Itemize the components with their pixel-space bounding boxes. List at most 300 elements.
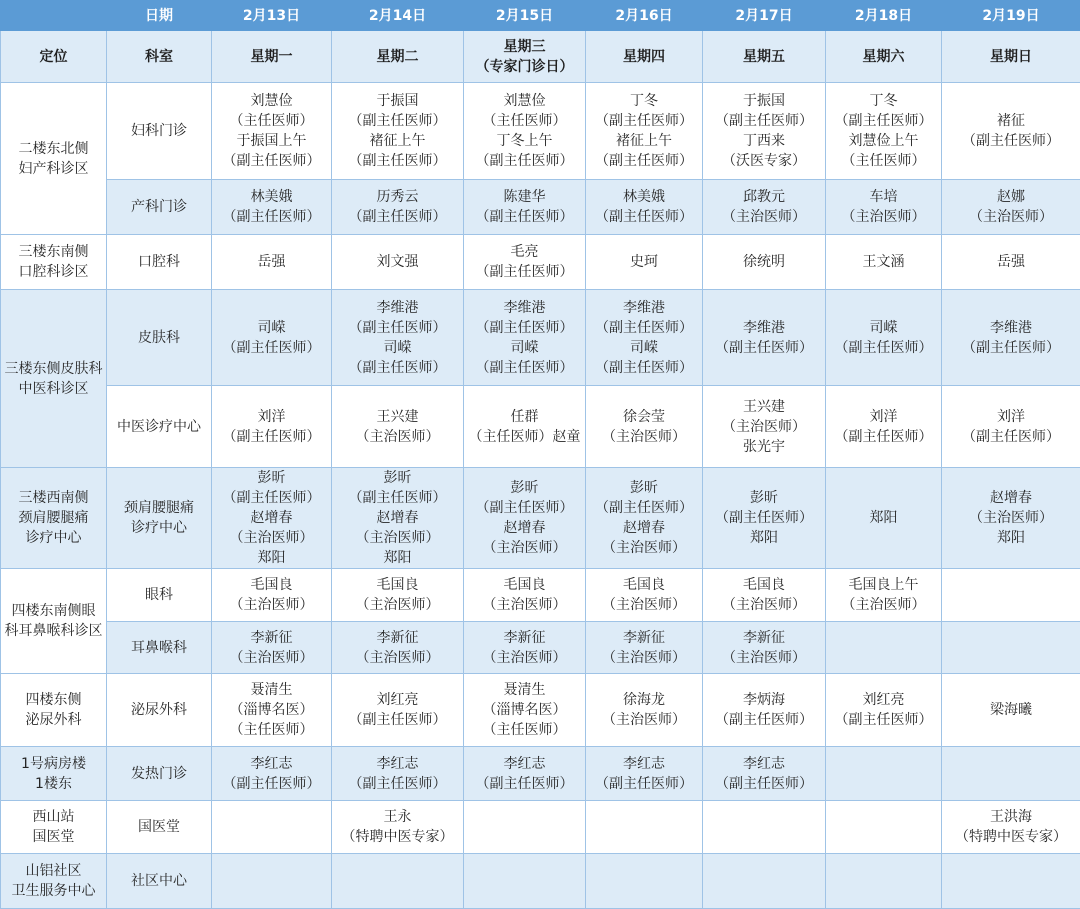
doctor-schedule-cell-line: 林美娥	[588, 187, 700, 207]
doctor-schedule-cell-line: （主治医师）	[828, 595, 939, 615]
doctor-schedule-cell-line: 徐会莹	[588, 407, 700, 427]
doctor-schedule-cell	[332, 569, 464, 622]
doctor-schedule-cell	[212, 180, 332, 235]
doctor-schedule-cell-line: 王兴建	[334, 407, 461, 427]
doctor-schedule-cell-line: （主治医师）	[588, 538, 700, 558]
doctor-schedule-cell-line: （主治医师）	[588, 595, 700, 615]
doctor-schedule-cell-line: 李维港	[466, 298, 583, 318]
doctor-schedule-cell-line: 徐统明	[705, 252, 823, 272]
doctor-schedule-cell-line: （副主任医师）	[705, 710, 823, 730]
department-name-cell-line: 发热门诊	[109, 764, 209, 784]
location-cell	[1, 235, 107, 290]
doctor-schedule-cell-line: 彭昕	[334, 468, 461, 488]
doctor-schedule-cell-line: （主治医师）	[466, 538, 583, 558]
doctor-schedule-cell	[586, 468, 703, 569]
doctor-schedule-cell	[332, 674, 464, 747]
doctor-schedule-cell-line: 李红志	[466, 754, 583, 774]
location-cell-line: 1楼东	[3, 774, 104, 794]
doctor-schedule-cell-line: 李红志	[334, 754, 461, 774]
doctor-schedule-cell-line: 毛国良	[466, 575, 583, 595]
location-cell	[1, 290, 107, 468]
doctor-schedule-cell-line: 彭昕	[588, 478, 700, 498]
doctor-schedule-cell	[703, 180, 826, 235]
doctor-schedule-cell-line: （副主任医师）	[214, 207, 329, 227]
doctor-schedule-cell-line: 于振国上午	[214, 131, 329, 151]
doctor-schedule-cell-line: 车培	[828, 187, 939, 207]
doctor-schedule-cell-line: 司嵘	[334, 338, 461, 358]
doctor-schedule-cell-line: （副主任医师）	[828, 427, 939, 447]
doctor-schedule-cell-line: （淄博名医）	[214, 700, 329, 720]
department-row	[1, 747, 1080, 801]
doctor-schedule-cell-line: 司嵘	[588, 338, 700, 358]
schedule-body	[1, 1, 1080, 909]
doctor-schedule-cell-line: 司嵘	[466, 338, 583, 358]
doctor-schedule-cell-line: 刘红亮	[828, 690, 939, 710]
doctor-schedule-cell	[586, 235, 703, 290]
doctor-schedule-cell	[703, 386, 826, 468]
doctor-schedule-cell-line: 赵增春	[944, 488, 1078, 508]
doctor-schedule-cell-line: 邱教元	[705, 187, 823, 207]
doctor-schedule-cell-line: （副主任医师）	[466, 498, 583, 518]
doctor-schedule-cell-line: 任群	[466, 407, 583, 427]
doctor-schedule-cell	[464, 569, 586, 622]
doctor-schedule-cell	[826, 622, 942, 674]
doctor-schedule-cell-line: （副主任医师）	[588, 318, 700, 338]
doctor-schedule-cell	[586, 854, 703, 909]
doctor-schedule-cell	[332, 801, 464, 854]
doctor-schedule-cell-line: （副主任医师）	[588, 498, 700, 518]
doctor-schedule-cell-line: （副主任医师）	[334, 774, 461, 794]
doctor-schedule-cell-line: （副主任医师）	[466, 207, 583, 227]
doctor-schedule-cell-line: 赵增春	[214, 508, 329, 528]
date-label: 日期	[107, 1, 212, 31]
doctor-schedule-cell-line: （副主任医师）	[944, 338, 1078, 358]
doctor-schedule-cell	[332, 747, 464, 801]
doctor-schedule-cell	[703, 622, 826, 674]
doctor-schedule-cell	[212, 674, 332, 747]
doctor-schedule-cell-line: （主治医师）	[334, 595, 461, 615]
doctor-schedule-cell	[826, 290, 942, 386]
doctor-schedule-cell	[942, 854, 1080, 909]
doctor-schedule-cell	[942, 290, 1080, 386]
doctor-schedule-cell-line: 郑阳	[214, 548, 329, 568]
doctor-schedule-cell-line: （副主任医师）	[466, 262, 583, 282]
weekday-cell-line: 星期六	[828, 47, 939, 67]
doctor-schedule-cell	[586, 83, 703, 180]
doctor-schedule-cell-line: 李新征	[588, 628, 700, 648]
doctor-schedule-cell	[703, 468, 826, 569]
weekday-cell-line: 星期一	[214, 47, 329, 67]
doctor-schedule-cell-line: （主治医师）	[705, 417, 823, 437]
doctor-schedule-cell	[332, 180, 464, 235]
doctor-schedule-cell	[212, 747, 332, 801]
doctor-schedule-cell-line: （主治医师）	[588, 648, 700, 668]
location-cell	[1, 747, 107, 801]
doctor-schedule-cell	[703, 290, 826, 386]
doctor-schedule-cell-line: （副主任医师）	[828, 111, 939, 131]
doctor-schedule-cell-line: （副主任医师）	[334, 207, 461, 227]
doctor-schedule-cell	[586, 622, 703, 674]
weekday-cell-line: （专家门诊日）	[466, 57, 583, 77]
location-cell-line: 三楼东侧皮肤科	[3, 359, 104, 379]
doctor-schedule-cell-line: 于振国	[705, 91, 823, 111]
doctor-schedule-cell	[332, 235, 464, 290]
doctor-schedule-cell	[826, 674, 942, 747]
doctor-schedule-cell	[826, 180, 942, 235]
doctor-schedule-cell-line: 李新征	[334, 628, 461, 648]
location-cell-line: 三楼西南侧	[3, 488, 104, 508]
doctor-schedule-cell	[464, 622, 586, 674]
doctor-schedule-cell-line: 彭昕	[466, 478, 583, 498]
doctor-schedule-cell-line: （副主任医师）	[466, 358, 583, 378]
date-cell: 2月18日	[826, 1, 942, 31]
doctor-schedule-cell-line: （主治医师）	[334, 427, 461, 447]
doctor-schedule-cell	[332, 622, 464, 674]
doctor-schedule-cell	[212, 622, 332, 674]
doctor-schedule-cell	[212, 83, 332, 180]
doctor-schedule-cell-line: 刘慧俭	[214, 91, 329, 111]
department-name-cell-line: 诊疗中心	[109, 518, 209, 538]
doctor-schedule-cell-line: 史珂	[588, 252, 700, 272]
doctor-schedule-cell	[826, 386, 942, 468]
doctor-schedule-cell-line: 丁冬	[588, 91, 700, 111]
doctor-schedule-cell-line: 司嵘	[828, 318, 939, 338]
doctor-schedule-cell-line: （副主任医师）	[466, 774, 583, 794]
doctor-schedule-cell	[586, 801, 703, 854]
doctor-schedule-cell-line: 岳强	[944, 252, 1078, 272]
department-row	[1, 674, 1080, 747]
doctor-schedule-cell-line: （主治医师）	[334, 648, 461, 668]
location-cell-line: 科耳鼻喉科诊区	[3, 621, 104, 641]
doctor-schedule-cell-line: 于振国	[334, 91, 461, 111]
department-name-cell-line: 国医堂	[109, 817, 209, 837]
doctor-schedule-cell-line: （主治医师）	[466, 648, 583, 668]
doctor-schedule-cell	[586, 386, 703, 468]
date-header-row	[1, 1, 1080, 31]
doctor-schedule-cell-line: （副主任医师）	[588, 207, 700, 227]
doctor-schedule-cell-line: 刘洋	[214, 407, 329, 427]
doctor-schedule-cell-line: （淄博名医）	[466, 700, 583, 720]
location-column-header: 定位	[1, 31, 107, 83]
department-row	[1, 83, 1080, 180]
location-cell	[1, 854, 107, 909]
doctor-schedule-cell-line: （副主任医师）	[334, 488, 461, 508]
doctor-schedule-cell-line: （主治医师）	[214, 595, 329, 615]
location-cell-line: 诊疗中心	[3, 528, 104, 548]
doctor-schedule-cell	[703, 235, 826, 290]
doctor-schedule-cell-line: （副主任医师）	[334, 318, 461, 338]
date-cell: 2月17日	[703, 1, 826, 31]
doctor-schedule-cell-line: 李新征	[466, 628, 583, 648]
doctor-schedule-cell-line: 陈建华	[466, 187, 583, 207]
doctor-schedule-cell	[826, 83, 942, 180]
doctor-schedule-cell-line: （主治医师）	[944, 207, 1078, 227]
department-row	[1, 854, 1080, 909]
doctor-schedule-cell	[942, 801, 1080, 854]
doctor-schedule-cell	[464, 235, 586, 290]
doctor-schedule-cell-line: 徐海龙	[588, 690, 700, 710]
doctor-schedule-cell	[212, 386, 332, 468]
location-cell	[1, 468, 107, 569]
doctor-schedule-cell-line: 郑阳	[828, 508, 939, 528]
doctor-schedule-cell-line: 李红志	[214, 754, 329, 774]
doctor-schedule-cell	[464, 801, 586, 854]
doctor-schedule-cell-line: （副主任医师）	[705, 508, 823, 528]
location-cell	[1, 83, 107, 235]
doctor-schedule-cell-line: （副主任医师）	[214, 488, 329, 508]
doctor-schedule-cell-line: 赵增春	[588, 518, 700, 538]
doctor-schedule-cell	[212, 801, 332, 854]
doctor-schedule-cell	[332, 468, 464, 569]
doctor-schedule-cell-line: 李红志	[588, 754, 700, 774]
doctor-schedule-cell-line: 张光宇	[705, 437, 823, 457]
doctor-schedule-cell-line: 彭昕	[214, 468, 329, 488]
weekday-cell	[332, 31, 464, 83]
department-name-cell-line: 口腔科	[109, 252, 209, 272]
doctor-schedule-cell-line: 刘红亮	[334, 690, 461, 710]
doctor-schedule-cell	[464, 747, 586, 801]
doctor-schedule-cell	[703, 83, 826, 180]
weekday-cell-line: 星期二	[334, 47, 461, 67]
doctor-schedule-cell-line: 李炳海	[705, 690, 823, 710]
doctor-schedule-cell-line: 丁西来	[705, 131, 823, 151]
date-cell: 2月13日	[212, 1, 332, 31]
doctor-schedule-cell-line: （主任医师）	[466, 720, 583, 740]
department-name-cell	[107, 290, 212, 386]
doctor-schedule-cell-line: 李新征	[705, 628, 823, 648]
doctor-schedule-cell	[703, 569, 826, 622]
department-row	[1, 386, 1080, 468]
doctor-schedule-cell-line: 赵增春	[334, 508, 461, 528]
department-name-cell-line: 泌尿外科	[109, 700, 209, 720]
location-cell-line: 二楼东北侧	[3, 139, 104, 159]
department-row	[1, 468, 1080, 569]
doctor-schedule-cell	[464, 674, 586, 747]
doctor-schedule-cell-line: （副主任医师）	[214, 338, 329, 358]
weekday-cell-line: 星期四	[588, 47, 700, 67]
doctor-schedule-cell-line: （沃医专家）	[705, 151, 823, 171]
doctor-schedule-cell	[942, 622, 1080, 674]
doctor-schedule-cell	[586, 290, 703, 386]
location-cell	[1, 674, 107, 747]
department-name-cell	[107, 801, 212, 854]
date-cell: 2月16日	[586, 1, 703, 31]
doctor-schedule-cell-line: （副主任医师）	[588, 111, 700, 131]
location-cell-line: 泌尿外科	[3, 710, 104, 730]
doctor-schedule-cell	[464, 83, 586, 180]
doctor-schedule-cell-line: 司嵘	[214, 318, 329, 338]
doctor-schedule-cell-line: （副主任医师）	[334, 358, 461, 378]
location-cell-line: 口腔科诊区	[3, 262, 104, 282]
doctor-schedule-cell-line: 王兴建	[705, 397, 823, 417]
location-cell-line: 妇产科诊区	[3, 159, 104, 179]
doctor-schedule-cell-line: 刘洋	[828, 407, 939, 427]
department-name-cell	[107, 674, 212, 747]
doctor-schedule-cell-line: （副主任医师）	[214, 427, 329, 447]
department-name-cell	[107, 468, 212, 569]
doctor-schedule-cell-line: 郑阳	[705, 528, 823, 548]
doctor-schedule-cell	[464, 854, 586, 909]
doctor-schedule-cell	[942, 468, 1080, 569]
department-name-cell	[107, 386, 212, 468]
location-cell-line: 国医堂	[3, 827, 104, 847]
department-row	[1, 180, 1080, 235]
doctor-schedule-cell-line: （副主任医师）	[944, 427, 1078, 447]
department-name-cell	[107, 569, 212, 622]
date-corner-empty	[1, 1, 107, 31]
doctor-schedule-cell-line: （副主任医师）	[588, 151, 700, 171]
doctor-schedule-cell	[332, 386, 464, 468]
location-cell-line: 西山站	[3, 807, 104, 827]
doctor-schedule-cell	[464, 290, 586, 386]
doctor-schedule-cell-line: 王洪海	[944, 807, 1078, 827]
doctor-schedule-cell-line: 梁海曦	[944, 700, 1078, 720]
doctor-schedule-cell-line: （主任医师）	[214, 720, 329, 740]
doctor-schedule-cell-line: 褚征上午	[588, 131, 700, 151]
doctor-schedule-cell-line: （副主任医师）	[705, 338, 823, 358]
doctor-schedule-cell-line: （主任医师）	[466, 111, 583, 131]
weekday-cell	[703, 31, 826, 83]
doctor-schedule-cell-line: （副主任医师）	[214, 774, 329, 794]
doctor-schedule-cell	[586, 180, 703, 235]
doctor-schedule-cell-line: 毛国良	[705, 575, 823, 595]
weekday-cell	[826, 31, 942, 83]
doctor-schedule-cell	[942, 180, 1080, 235]
location-cell-line: 颈肩腰腿痛	[3, 508, 104, 528]
doctor-schedule-cell-line: 聂清生	[466, 680, 583, 700]
doctor-schedule-cell	[464, 386, 586, 468]
doctor-schedule-cell-line: 李红志	[705, 754, 823, 774]
doctor-schedule-cell-line: 郑阳	[944, 528, 1078, 548]
doctor-schedule-cell-line: 刘洋	[944, 407, 1078, 427]
doctor-schedule-cell	[942, 569, 1080, 622]
doctor-schedule-cell	[332, 854, 464, 909]
doctor-schedule-cell-line: （主治医师）	[705, 207, 823, 227]
doctor-schedule-cell-line: （主治医师）	[588, 710, 700, 730]
doctor-schedule-cell-line: 李新征	[214, 628, 329, 648]
department-name-cell	[107, 854, 212, 909]
department-row	[1, 569, 1080, 622]
doctor-schedule-cell-line: 岳强	[214, 252, 329, 272]
weekday-cell-line: 星期日	[944, 47, 1078, 67]
department-name-cell	[107, 747, 212, 801]
doctor-schedule-cell-line: 毛国良上午	[828, 575, 939, 595]
weekday-cell	[586, 31, 703, 83]
doctor-schedule-cell-line: （副主任医师）	[828, 710, 939, 730]
department-name-cell-line: 产科门诊	[109, 197, 209, 217]
doctor-schedule-cell	[332, 290, 464, 386]
department-name-cell	[107, 622, 212, 674]
doctor-schedule-cell-line: （副主任医师）	[828, 338, 939, 358]
doctor-schedule-cell-line: 刘慧俭上午	[828, 131, 939, 151]
doctor-schedule-cell-line: （副主任医师）	[214, 151, 329, 171]
doctor-schedule-cell-line: 李维港	[944, 318, 1078, 338]
location-cell-line: 中医科诊区	[3, 379, 104, 399]
doctor-schedule-cell-line: （主治医师）	[828, 207, 939, 227]
doctor-schedule-cell	[703, 854, 826, 909]
doctor-schedule-cell-line: 褚征上午	[334, 131, 461, 151]
weekday-cell	[464, 31, 586, 83]
department-name-cell-line: 皮肤科	[109, 328, 209, 348]
doctor-schedule-cell	[212, 854, 332, 909]
doctor-schedule-cell-line: （副主任医师）	[588, 774, 700, 794]
doctor-schedule-cell-line: （主任医师）	[828, 151, 939, 171]
doctor-schedule-cell-line: 毛国良	[588, 575, 700, 595]
department-row	[1, 290, 1080, 386]
doctor-schedule-cell-line: （副主任医师）	[334, 111, 461, 131]
department-name-cell	[107, 83, 212, 180]
doctor-schedule-cell	[586, 569, 703, 622]
doctor-schedule-cell	[464, 180, 586, 235]
doctor-schedule-cell-line: （主治医师）	[466, 595, 583, 615]
department-name-cell	[107, 180, 212, 235]
department-name-cell-line: 中医诊疗中心	[109, 417, 209, 437]
doctor-schedule-cell-line: 褚征	[944, 111, 1078, 131]
department-name-cell	[107, 235, 212, 290]
doctor-schedule-cell-line: （主治医师）	[944, 508, 1078, 528]
location-cell	[1, 801, 107, 854]
doctor-schedule-cell	[212, 235, 332, 290]
location-cell-line: 卫生服务中心	[3, 881, 104, 901]
doctor-schedule-cell-line: （副主任医师）	[944, 131, 1078, 151]
date-cell: 2月15日	[464, 1, 586, 31]
doctor-schedule-cell-line: （特聘中医专家）	[944, 827, 1078, 847]
doctor-schedule-cell	[464, 468, 586, 569]
doctor-schedule-cell-line: （副主任医师）	[588, 358, 700, 378]
doctor-schedule-cell-line: 聂清生	[214, 680, 329, 700]
doctor-schedule-cell	[826, 747, 942, 801]
doctor-schedule-cell-line: （主治医师）	[334, 528, 461, 548]
doctor-schedule-cell-line: 历秀云	[334, 187, 461, 207]
doctor-schedule-cell-line: 李维港	[588, 298, 700, 318]
doctor-schedule-cell	[826, 801, 942, 854]
doctor-schedule-cell-line: 彭昕	[705, 488, 823, 508]
doctor-schedule-cell	[826, 854, 942, 909]
weekday-header-row	[1, 31, 1080, 83]
doctor-schedule-cell	[942, 747, 1080, 801]
doctor-schedule-cell-line: 毛国良	[214, 575, 329, 595]
department-row	[1, 622, 1080, 674]
doctor-schedule-cell-line: （主治医师）	[214, 648, 329, 668]
doctor-schedule-cell-line: 王文涵	[828, 252, 939, 272]
doctor-schedule-cell-line: 赵娜	[944, 187, 1078, 207]
doctor-schedule-cell-line: 林美娥	[214, 187, 329, 207]
doctor-schedule-cell	[586, 674, 703, 747]
doctor-schedule-cell-line: 赵增春	[466, 518, 583, 538]
doctor-schedule-cell	[942, 674, 1080, 747]
doctor-schedule-cell	[332, 83, 464, 180]
doctor-schedule-cell-line: （特聘中医专家）	[334, 827, 461, 847]
doctor-schedule-cell-line: 王永	[334, 807, 461, 827]
doctor-schedule-cell-line: （主治医师）	[705, 595, 823, 615]
date-cell: 2月19日	[942, 1, 1080, 31]
department-column-header: 科室	[107, 31, 212, 83]
doctor-schedule-cell-line: （主任医师）赵童	[466, 427, 583, 447]
doctor-schedule-cell	[212, 290, 332, 386]
doctor-schedule-cell-line: 李维港	[705, 318, 823, 338]
doctor-schedule-cell-line: （主治医师）	[705, 648, 823, 668]
weekday-cell-line: 星期五	[705, 47, 823, 67]
doctor-schedule-cell-line: 郑阳	[334, 548, 461, 568]
doctor-schedule-cell-line: 毛国良	[334, 575, 461, 595]
department-name-cell-line: 颈肩腰腿痛	[109, 498, 209, 518]
doctor-schedule-cell-line: 李维港	[334, 298, 461, 318]
doctor-schedule-cell	[942, 83, 1080, 180]
doctor-schedule-cell-line: 刘慧俭	[466, 91, 583, 111]
weekday-cell-line: 星期三	[466, 37, 583, 57]
doctor-schedule-cell-line: （副主任医师）	[705, 111, 823, 131]
weekday-cell	[942, 31, 1080, 83]
